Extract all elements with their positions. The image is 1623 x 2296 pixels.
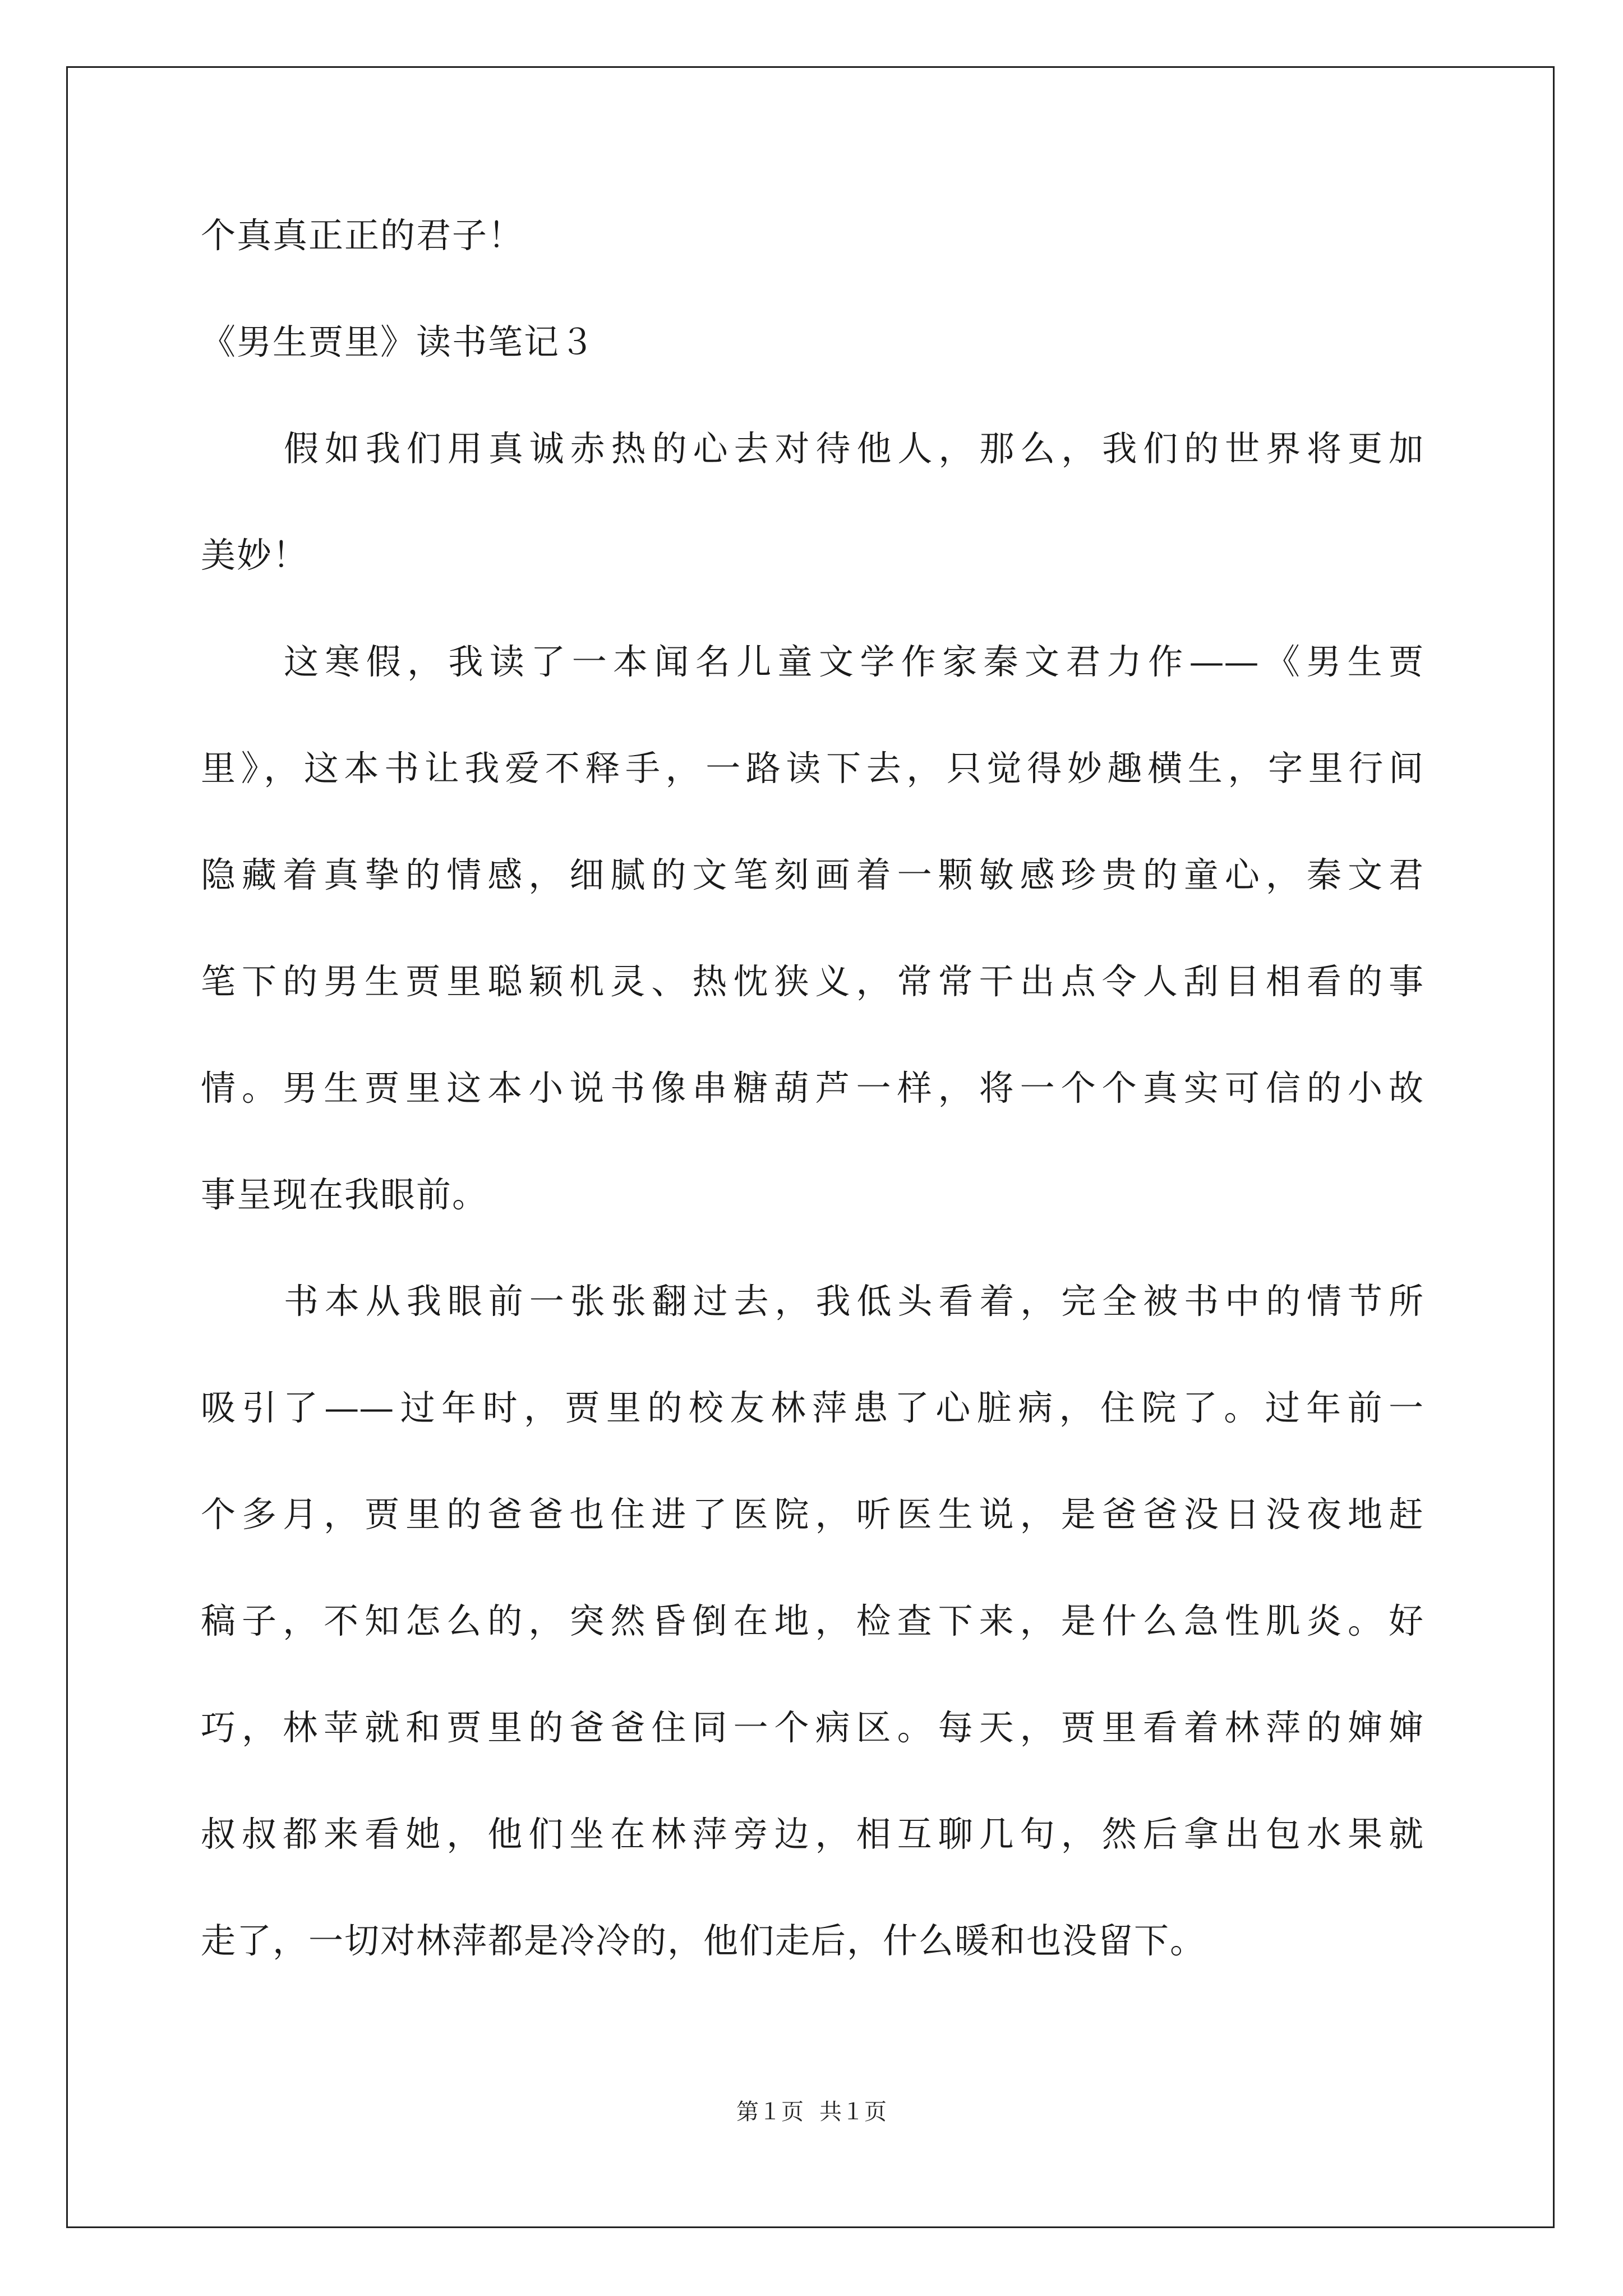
text-line: 事呈现在我眼前。 — [201, 1174, 488, 1215]
text-line: 走了，一切对林萍都是冷冷的，他们走后，什么暖和也没留下。 — [201, 1920, 1206, 1961]
text-line: 假如我们用真诚赤热的心去对待他人，那么，我们的世界将更加 — [284, 428, 1423, 469]
section-heading: 《男生贾里》读书笔记３ — [201, 321, 596, 362]
text-line: 巧，林苹就和贾里的爸爸住同一个病区。每天，贾里看着林萍的婶婶 — [201, 1707, 1423, 1748]
text-line: 个多月，贾里的爸爸也住进了医院，听医生说，是爸爸没日没夜地赶 — [201, 1494, 1423, 1535]
text-line: 叔叔都来看她，他们坐在林萍旁边，相互聊几句，然后拿出包水果就 — [201, 1814, 1423, 1855]
page-total: 共１页 — [819, 2099, 887, 2125]
text-line: 隐藏着真挚的情感，细腻的文笔刻画着一颗敏感珍贵的童心，秦文君 — [201, 854, 1423, 895]
text-line: 笔下的男生贾里聪颖机灵、热忱狭义，常常干出点令人刮目相看的事 — [201, 961, 1423, 1002]
text-line: 吸引了——过年时，贾里的校友林萍患了心脏病，住院了。过年前一 — [201, 1387, 1423, 1428]
text-line: 情。男生贾里这本小说书像串糖葫芦一样，将一个个真实可信的小故 — [201, 1068, 1423, 1108]
text-line: 这寒假，我读了一本闻名儿童文学作家秦文君力作——《男生贾 — [284, 641, 1423, 682]
text-line: 个真真正正的君子！ — [201, 215, 524, 256]
page-footer — [0, 2098, 1623, 2126]
page-border — [66, 66, 1555, 2228]
text-line: 里》，这本书让我爱不释手，一路读下去，只觉得妙趣横生，字里行间 — [201, 748, 1423, 789]
page-number: 第１页 — [736, 2099, 804, 2125]
text-line: 书本从我眼前一张张翻过去，我低头看着，完全被书中的情节所 — [284, 1281, 1423, 1322]
text-line: 美妙！ — [201, 535, 309, 576]
text-line: 稿子，不知怎么的，突然昏倒在地，检查下来，是什么急性肌炎。好 — [201, 1600, 1423, 1641]
